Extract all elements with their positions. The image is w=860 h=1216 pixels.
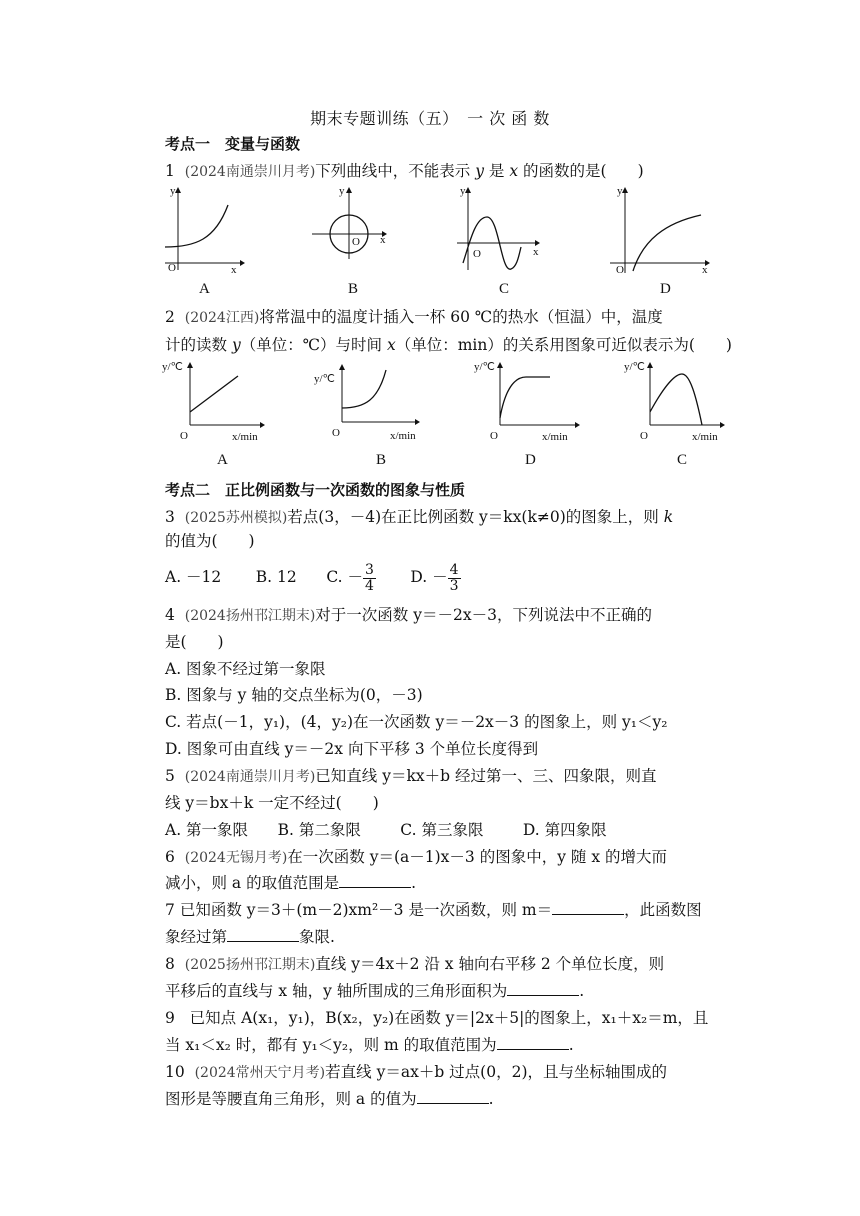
option-a: A. 第一象限 xyxy=(165,821,249,839)
section-heading-2: 考点二 正比例函数与一次函数的图象与性质 xyxy=(165,481,466,499)
section-heading-1: 考点一 变量与函数 xyxy=(165,135,301,153)
svg-text:x/min: x/min xyxy=(692,431,718,443)
answer-blank[interactable] xyxy=(417,1089,489,1104)
question-8-line-2: 平移后的直线与 x 轴，y 轴所围成的三角形面积为 . xyxy=(165,982,585,1000)
svg-text:y/℃: y/℃ xyxy=(474,361,495,373)
q1-label-b: B xyxy=(348,281,359,297)
svg-text:O: O xyxy=(640,430,648,442)
answer-blank[interactable] xyxy=(227,927,299,942)
svg-text:x/min: x/min xyxy=(542,431,568,443)
question-number: 1 xyxy=(165,162,175,180)
question-6-line-2: 减小，则 a 的取值范围是 . xyxy=(165,874,417,892)
option-d: D. 第四象限 xyxy=(522,821,607,839)
q1-label-d: D xyxy=(660,281,671,297)
q2-graph-d xyxy=(470,360,585,445)
question-10-line-2: 图形是等腰直角三角形，则 a 的值为 . xyxy=(165,1090,494,1108)
question-3-line-1: 3 (2025苏州模拟)若点(3，－4)在正比例函数 y＝kx(k≠0)的图象上，则 k xyxy=(165,508,674,526)
question-5-line-1: 5 (2024南通崇川月考)已知直线 y＝kx＋b 经过第一、三、四象限，则直 xyxy=(165,767,657,785)
svg-text:O: O xyxy=(490,430,498,442)
svg-text:y/℃: y/℃ xyxy=(162,361,183,373)
answer-blank[interactable] xyxy=(552,900,624,915)
q2-label-c: C xyxy=(677,452,688,468)
svg-text:y/℃: y/℃ xyxy=(314,373,335,385)
svg-text:x: x xyxy=(380,234,386,246)
question-source: (2024常州天宁月考) xyxy=(194,1065,326,1081)
svg-text:O: O xyxy=(168,262,176,274)
question-number: 9 xyxy=(165,1009,175,1027)
svg-text:O: O xyxy=(616,264,624,276)
answer-blank[interactable] xyxy=(339,873,411,888)
option-a: A. －12 xyxy=(165,568,222,586)
question-number: 8 xyxy=(165,955,175,973)
question-source: (2024江西) xyxy=(184,310,260,326)
answer-blank[interactable] xyxy=(507,981,579,996)
svg-text:y: y xyxy=(170,185,176,197)
question-number: 5 xyxy=(165,767,175,785)
q4-option-d: D. 图象可由直线 y＝－2x 向下平移 3 个单位长度得到 xyxy=(165,740,539,758)
question-number: 2 xyxy=(165,308,175,326)
question-5-line-2: 线 y＝bx＋k 一定不经过( ) xyxy=(165,794,379,812)
question-4-line-1: 4 (2024扬州邗江期末)对于一次函数 y＝－2x－3，下列说法中不正确的 xyxy=(165,606,652,624)
question-source: (2025扬州邗江期末) xyxy=(184,957,316,973)
question-4-line-2: 是( ) xyxy=(165,633,224,651)
svg-text:y: y xyxy=(460,185,466,197)
question-9-line-1: 9 已知点 A(x₁，y₁)，B(x₂，y₂)在函数 y＝|2x＋5|的图象上，x₁＋x₂＝m，且 xyxy=(165,1009,709,1027)
question-8-line-1: 8 (2025扬州邗江期末)直线 y＝4x＋2 沿 x 轴向右平移 2 个单位长度，则 xyxy=(165,955,665,973)
svg-text:O: O xyxy=(352,236,360,248)
question-source: (2024无锡月考) xyxy=(184,850,288,866)
question-9-line-2: 当 x₁＜x₂ 时，都有 y₁＜y₂，则 m 的取值范围为 . xyxy=(165,1036,574,1054)
q2-label-b: B xyxy=(376,452,387,468)
svg-text:O: O xyxy=(473,248,481,260)
q1-graph-c xyxy=(455,185,545,275)
q2-label-d: D xyxy=(525,452,536,468)
question-10-line-1: 10 (2024常州天宁月考)若直线 y＝ax＋b 过点(0，2)，且与坐标轴围成的 xyxy=(165,1063,667,1081)
q1-graph-d xyxy=(605,185,715,275)
svg-text:x/min: x/min xyxy=(232,431,258,443)
q1-graph-b xyxy=(310,185,395,260)
question-6-line-1: 6 (2024无锡月考)在一次函数 y＝(a－1)x－3 的图象中，y 随 x 的增大而 xyxy=(165,848,667,866)
q2-graph-c xyxy=(620,360,735,445)
svg-text:x: x xyxy=(702,264,708,276)
question-7-line-2: 象经过第 象限. xyxy=(165,928,335,946)
svg-text:y/℃: y/℃ xyxy=(624,361,645,373)
svg-text:x: x xyxy=(533,246,539,258)
question-source: (2024扬州邗江期末) xyxy=(184,608,316,624)
q1-graph-a xyxy=(160,185,245,275)
q2-graph-b xyxy=(310,360,425,445)
q2-graph-a xyxy=(160,360,270,445)
q2-label-a: A xyxy=(217,452,228,468)
option-c: C. － $\frac{3}{4}$ xyxy=(326,561,374,594)
svg-text:O: O xyxy=(180,430,188,442)
question-3-line-2: 的值为( ) xyxy=(165,532,255,550)
option-b: B. 12 xyxy=(255,568,297,586)
question-number: 7 xyxy=(165,901,175,919)
svg-text:x/min: x/min xyxy=(390,430,416,442)
question-7-line-1: 7 已知函数 y＝3＋(m－2)xm²－3 是一次函数，则 m＝ ，此函数图 xyxy=(165,901,702,919)
svg-text:y: y xyxy=(617,185,623,197)
q1-label-c: C xyxy=(499,281,510,297)
question-1: 1 (2024南通崇川月考)下列曲线中，不能表示 y 是 x 的函数的是( ) xyxy=(165,162,644,180)
page-title: 期末专题训练（五） 一 次 函 数 xyxy=(310,109,550,128)
question-2-line-2: 计的读数 y（单位：℃）与时间 x（单位：min）的关系用图象可近似表示为( ) xyxy=(165,336,732,354)
svg-text:x: x xyxy=(231,264,237,276)
q1-label-a: A xyxy=(199,281,210,297)
question-number: 6 xyxy=(165,848,175,866)
option-d: D. － $\frac{4}{3}$ xyxy=(410,561,459,594)
q4-option-a: A. 图象不经过第一象限 xyxy=(165,660,326,678)
question-source: (2024南通崇川月考) xyxy=(184,769,316,785)
question-5-options xyxy=(165,819,607,841)
question-number: 4 xyxy=(165,606,175,624)
question-source: (2025苏州模拟) xyxy=(184,510,288,526)
option-c: C. 第三象限 xyxy=(400,821,484,839)
question-number: 3 xyxy=(165,508,175,526)
q4-option-b: B. 图象与 y 轴的交点坐标为(0，－3) xyxy=(165,686,423,704)
answer-blank[interactable] xyxy=(497,1035,569,1050)
question-3-options xyxy=(165,560,461,594)
q4-option-c: C. 若点(－1，y₁)，(4，y₂)在一次函数 y＝－2x－3 的图象上，则 y₁＜y₂ xyxy=(165,713,668,731)
svg-text:y: y xyxy=(339,185,345,197)
question-source: (2024南通崇川月考) xyxy=(184,164,316,180)
option-b: B. 第二象限 xyxy=(277,821,361,839)
svg-text:O: O xyxy=(332,427,340,439)
question-number: 10 xyxy=(165,1063,185,1081)
question-2-line-1: 2 (2024江西)将常温中的温度计插入一杯 60 ℃的热水（恒温）中，温度 xyxy=(165,308,663,326)
